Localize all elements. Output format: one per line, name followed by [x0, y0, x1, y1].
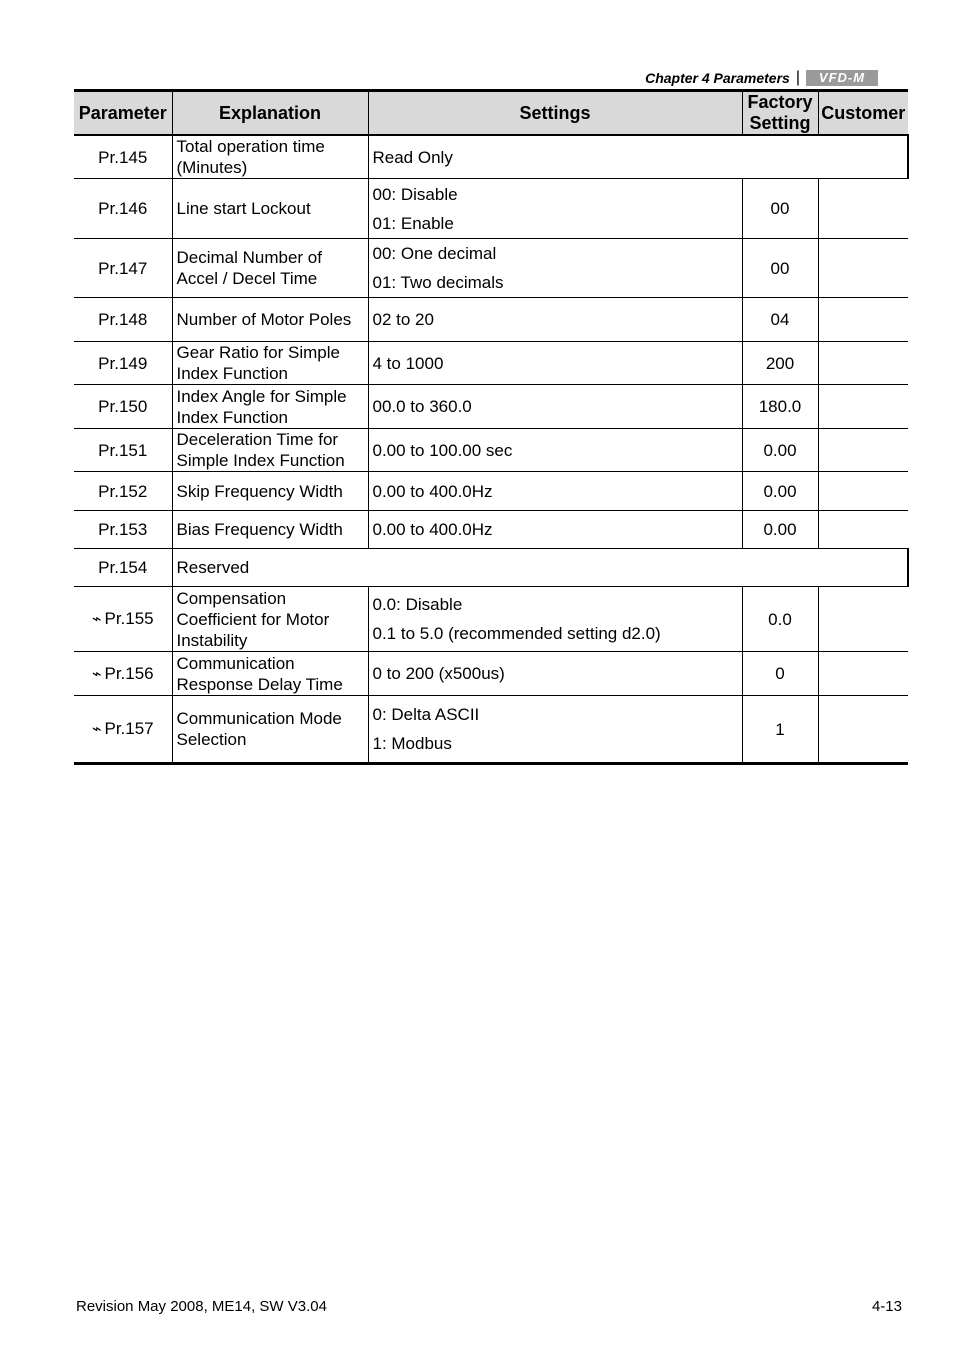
- setting-option: 0.00 to 400.0Hz: [372, 520, 493, 539]
- parameter-code: Pr.156: [104, 663, 154, 683]
- table-row: [74, 549, 908, 587]
- setting-option: 01: Enable: [372, 213, 454, 233]
- table-row: [74, 179, 908, 239]
- customer-cell: [818, 385, 908, 429]
- setting-option: 1: Modbus: [372, 734, 452, 753]
- parameter-cell: [74, 652, 172, 696]
- parameter-cell: [74, 298, 172, 342]
- table-row: [74, 511, 908, 549]
- table-row: [74, 652, 908, 696]
- setting-option: 02 to 20: [372, 310, 434, 329]
- factory-setting-cell: 0.0: [742, 587, 818, 652]
- parameter-cell: [74, 179, 172, 239]
- parameter-cell: [74, 385, 172, 429]
- parameter-code: Pr.145: [98, 147, 148, 167]
- settings-cell: [368, 696, 742, 764]
- col-header-settings: Settings: [368, 91, 742, 136]
- parameter-cell: [74, 342, 172, 385]
- explanation-cell: Number of Motor Poles: [172, 298, 368, 342]
- explanation-cell: Communication Response Delay Time: [172, 652, 368, 696]
- settings-cell: [368, 429, 742, 472]
- factory-setting-cell: 200: [742, 342, 818, 385]
- col-header-customer: Customer: [818, 91, 908, 136]
- parameter-table: [74, 89, 909, 765]
- table-body: [74, 135, 908, 764]
- setting-option: 4 to 1000: [372, 353, 444, 373]
- customer-cell: [818, 429, 908, 472]
- explanation-cell: Gear Ratio for Simple Index Function: [172, 342, 368, 385]
- factory-setting-cell: 0.00: [742, 472, 818, 511]
- explanation-cell: Total operation time (Minutes): [172, 135, 368, 179]
- table-row: [74, 135, 908, 179]
- setting-option: 0 to 200 (x500us): [372, 664, 505, 683]
- parameter-cell: [74, 587, 172, 652]
- customer-cell: [818, 239, 908, 298]
- settings-cell: [368, 511, 742, 549]
- table-row: [74, 587, 908, 652]
- table-header-row: [74, 91, 908, 136]
- col-header-explanation: Explanation: [172, 91, 368, 136]
- factory-setting-cell: 180.0: [742, 385, 818, 429]
- setting-option: 00: Disable: [372, 184, 458, 204]
- parameter-code: Pr.152: [98, 481, 148, 501]
- explanation-cell: Compensation Coefficient for Motor Instability: [172, 587, 368, 652]
- explanation-cell: Skip Frequency Width: [172, 472, 368, 511]
- parameter-cell: [74, 511, 172, 549]
- setting-option: 0.0: Disable: [372, 595, 463, 614]
- customer-cell: [818, 696, 908, 764]
- customer-cell: [818, 587, 908, 652]
- explanation-cell: Deceleration Time for Simple Index Function: [172, 429, 368, 472]
- customer-cell: [818, 472, 908, 511]
- parameter-code: Pr.151: [98, 440, 148, 460]
- factory-setting-cell: 0.00: [742, 429, 818, 472]
- footer-page-number: 4-13: [871, 1298, 902, 1315]
- footer-revision: Revision May 2008, ME14, SW V3.04: [76, 1298, 327, 1315]
- table-row: [74, 696, 908, 764]
- factory-setting-cell: 0.00: [742, 511, 818, 549]
- setting-option: 01: Two decimals: [372, 273, 504, 292]
- parameter-code: Pr.148: [98, 310, 148, 329]
- explanation-cell: Index Angle for Simple Index Function: [172, 385, 368, 429]
- parameter-cell: [74, 429, 172, 472]
- factory-setting-cell: 00: [742, 179, 818, 239]
- settings-cell: [368, 587, 742, 652]
- parameter-code: Pr.157: [104, 719, 154, 738]
- setting-option: 0.1 to 5.0 (recommended setting d2.0): [372, 624, 661, 643]
- vfd-m-logo: VFD-M: [806, 70, 878, 86]
- table-row: [74, 342, 908, 385]
- explanation-cell: Communication Mode Selection: [172, 696, 368, 764]
- settings-cell: [368, 298, 742, 342]
- pen-icon: ⌁: [91, 665, 102, 683]
- parameter-code: Pr.146: [98, 199, 148, 218]
- setting-option: 0.00 to 400.0Hz: [372, 481, 493, 501]
- parameter-code: Pr.150: [98, 397, 148, 416]
- pen-icon: ⌁: [91, 611, 102, 628]
- parameter-cell: [74, 696, 172, 764]
- parameter-cell: [74, 472, 172, 511]
- setting-option: 0.00 to 100.00 sec: [372, 440, 513, 460]
- settings-cell: Read Only: [368, 135, 908, 179]
- settings-cell: [368, 652, 742, 696]
- setting-option: 00: One decimal: [372, 244, 497, 263]
- table-row: [74, 472, 908, 511]
- table-row: [74, 298, 908, 342]
- header-separator: |: [795, 69, 800, 86]
- customer-cell: [818, 298, 908, 342]
- explanation-cell: Bias Frequency Width: [172, 511, 368, 549]
- factory-setting-cell: 1: [742, 696, 818, 764]
- setting-option: 0: Delta ASCII: [372, 705, 480, 724]
- page-header: [645, 68, 878, 88]
- explanation-cell: Line start Lockout: [172, 179, 368, 239]
- parameter-code: Pr.153: [98, 520, 148, 539]
- parameter-code: Pr.155: [104, 609, 154, 628]
- settings-cell: [368, 472, 742, 511]
- customer-cell: [818, 652, 908, 696]
- factory-setting-cell: 04: [742, 298, 818, 342]
- explanation-cell: Reserved: [172, 549, 908, 587]
- parameter-cell: [74, 549, 172, 587]
- settings-cell: [368, 239, 742, 298]
- pen-icon: ⌁: [91, 721, 102, 738]
- col-header-factory-setting: Factory Setting: [742, 91, 818, 136]
- table-row: [74, 385, 908, 429]
- parameter-cell: [74, 135, 172, 179]
- settings-cell: [368, 342, 742, 385]
- settings-cell: [368, 385, 742, 429]
- setting-option: 00.0 to 360.0: [372, 397, 472, 416]
- chapter-title: Chapter 4 Parameters: [645, 70, 790, 86]
- settings-cell: [368, 179, 742, 239]
- customer-cell: [818, 511, 908, 549]
- parameter-code: Pr.149: [98, 353, 148, 373]
- factory-setting-cell: 0: [742, 652, 818, 696]
- customer-cell: [818, 342, 908, 385]
- explanation-cell: Decimal Number of Accel / Decel Time: [172, 239, 368, 298]
- table-row: [74, 429, 908, 472]
- parameter-code: Pr.147: [98, 258, 148, 278]
- table-row: [74, 239, 908, 298]
- factory-setting-cell: 00: [742, 239, 818, 298]
- customer-cell: [818, 179, 908, 239]
- parameter-code: Pr.154: [98, 558, 148, 577]
- parameter-cell: [74, 239, 172, 298]
- col-header-parameter: Parameter: [74, 91, 172, 136]
